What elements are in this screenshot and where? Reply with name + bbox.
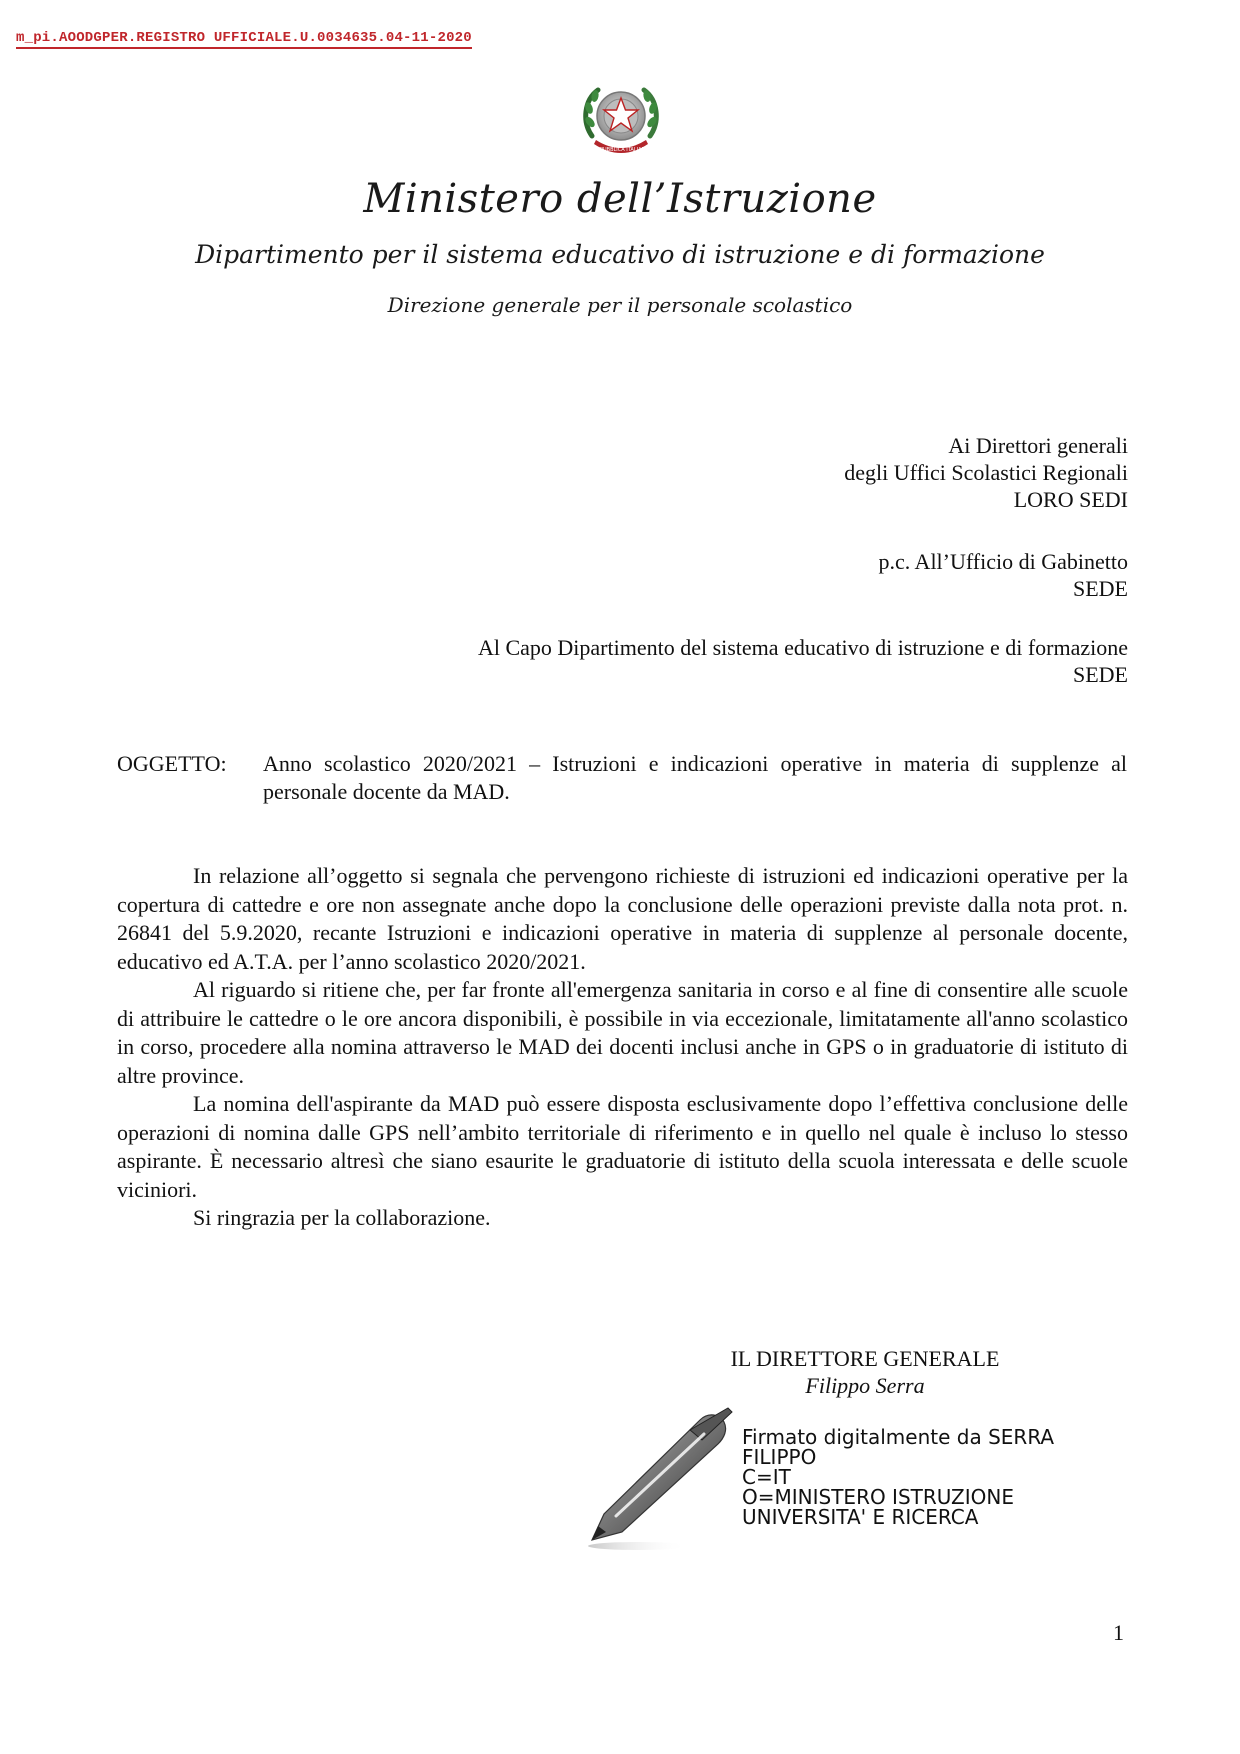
body-paragraph: Al riguardo si ritiene che, per far fronte all'emergenza sanitaria in corso e al fine di consentire alle scuole di attribuire le cattedre o le ore ancora disponibili, è possibile in via eccezionale, limitatamente all'anno scolastico in corso, procedere alla nomina attraverso le MAD dei docenti inclusi anche in GPS o in graduatorie di istituto di altre province. [117,977,1128,1088]
recipient-line: SEDE [1073,662,1128,687]
page-number: 1 [1113,1620,1124,1645]
signer-name: Filippo Serra [805,1373,925,1398]
recipient-block-department-head [478,634,1128,688]
recipient-line: SEDE [1073,576,1128,601]
directorate-title: Direzione generale per il personale scolastico [387,293,853,317]
recipient-block-directors [844,432,1128,513]
recipient-line: LORO SEDI [1013,487,1128,512]
body-paragraph: La nomina dell'aspirante da MAD può essere disposta esclusivamente dopo l’effettiva conclusione delle operazioni di nomina dalle GPS nell’ambito territoriale di riferimento e in quello nel quale è incluso lo stesso aspirante. È necessario altresì che siano esaurite le graduatorie di istituto della scuola interessata e delle scuole viciniori. [117,1091,1128,1202]
digital-signature-line: O=MINISTERO ISTRUZIONE [742,1485,1014,1509]
subject-text: Anno scolastico 2020/2021 – Istruzioni e indicazioni operative in materia di supplenze al personale docente da MAD. [263,751,1127,804]
signer-title: IL DIRETTORE GENERALE [730,1346,1000,1371]
body-paragraph: In relazione all’oggetto si segnala che pervengono richieste di istruzioni ed indicazioni operative per la copertura di cattedre e ore non assegnate anche dopo la conclusione delle operazioni previste dalla nota prot. n. 26841 del 5.9.2020, recante Istruzioni e indicazioni operative in materia di supplenze al personale docente, educativo ed A.T.A. per l’anno scolastico 2020/2021. [117,863,1128,974]
recipient-block-cabinet [879,548,1129,602]
department-title: Dipartimento per il sistema educativo di istruzione e di formazione [195,240,1045,269]
digital-signature-line: UNIVERSITA' E RICERCA [742,1505,979,1529]
recipient-line: Ai Direttori generali [948,433,1128,458]
body-paragraph: Si ringrazia per la collaborazione. [193,1205,491,1230]
recipient-line: degli Uffici Scolastici Regionali [844,460,1128,485]
letter-body [117,862,1128,1233]
svg-text:REPUBBLICA ITALIANA: REPUBBLICA ITALIANA [593,147,649,153]
digital-signature-line: C=IT [742,1465,791,1489]
ministry-title: Ministero dell’Istruzione [363,176,877,222]
pen-icon [578,1404,746,1554]
digital-signature-line: Firmato digitalmente da SERRA [742,1425,1055,1449]
subject-block [117,750,1127,806]
recipient-line: Al Capo Dipartimento del sistema educativo di istruzione e di formazione [477,635,1128,660]
digital-signature-block [742,1427,1054,1527]
recipient-line: p.c. All’Ufficio di Gabinetto [878,549,1128,574]
protocol-stamp: m_pi.AOODGPER.REGISTRO UFFICIALE.U.0034635.04-11-2020 [16,30,472,49]
subject-label: OGGETTO: [117,751,227,776]
digital-signature-line: FILIPPO [742,1445,817,1469]
italian-republic-emblem-icon [580,78,662,162]
